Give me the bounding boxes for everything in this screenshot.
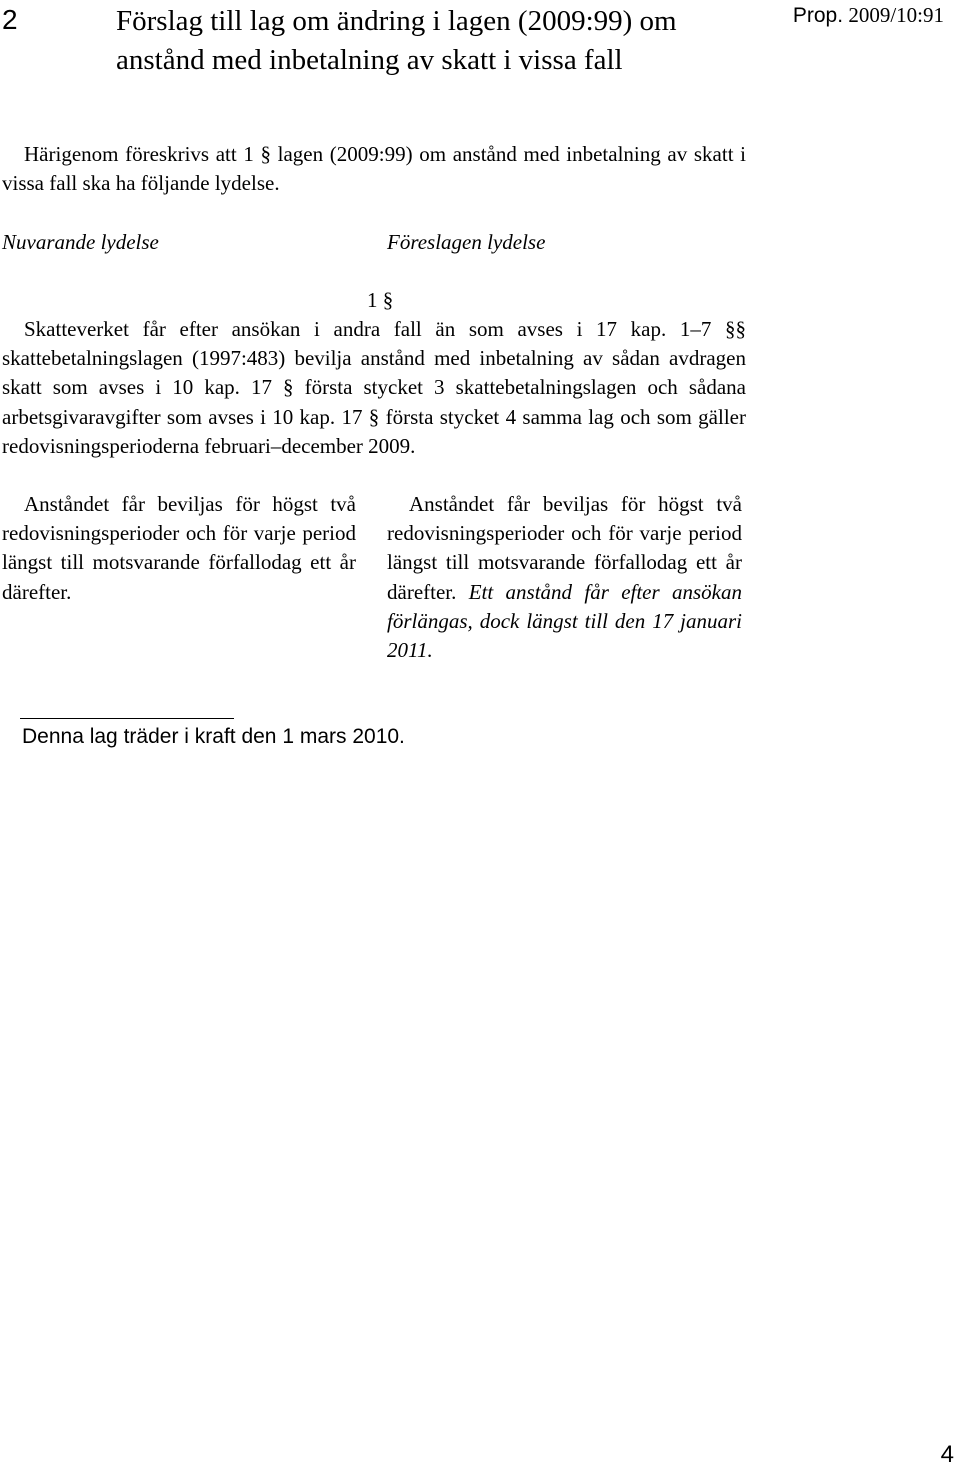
chapter-number: 2 (2, 4, 18, 35)
footnote-divider (20, 718, 234, 719)
intro-paragraph: Härigenom föreskrivs att 1 § lagen (2009:99) om anstånd med inbetalning av skatt i vissa fall ska ha följande lydelse. (2, 142, 746, 196)
section-first-paragraph: Skatteverket får efter ansökan i andra fall än som avses i 17 kap. 1–7 §§ skattebetalningslagen (1997:483) bevilja anstånd med inbetalning av sådan avdragen skatt som avses i 10 kap. 17 § första stycket 3 skattebetalningslagen och sådana arbetsgivaravgifter som avses i 10 kap. 17 § första stycket 4 samma lag och som gäller redovisningsperioderna februari–december 2009. (2, 317, 746, 458)
chapter-title: Förslag till lag om ändring i lagen (2009:99) om anstånd med inbetalning av skatt i vissa fall (116, 5, 677, 76)
prop-label: Prop. (792, 4, 844, 27)
proposed-wording-italic: Ett anstånd får efter ansökan förlängas, dock längst till den 17 januari 2011. (387, 579, 742, 663)
current-wording-heading: Nuvarande lydelse (2, 230, 159, 254)
entry-into-force: Denna lag träder i kraft den 1 mars 2010. (22, 725, 405, 748)
page-number: 4 (940, 1441, 954, 1468)
prop-number: 2009/10:91 (848, 3, 944, 27)
proposition-reference (793, 2, 944, 29)
proposed-wording-plain: Anståndet får beviljas för högst två redovisningsperioder och för varje period längst till motsvarande förfallodag ett år därefter. (387, 492, 742, 604)
proposed-wording-heading: Föreslagen lydelse (387, 230, 546, 254)
current-wording-text: Anståndet får beviljas för högst två redovisningsperioder och för varje period längst till motsvarande förfallodag ett år därefter. (2, 492, 356, 604)
proposed-wording-text (387, 490, 742, 665)
section-label: 1 § (367, 288, 394, 312)
